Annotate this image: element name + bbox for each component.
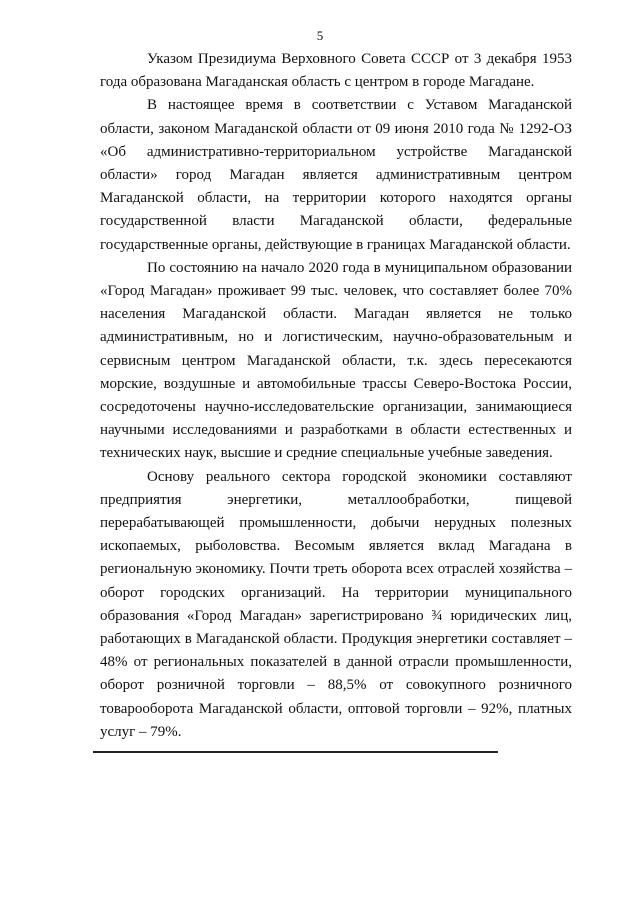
footer-divider <box>93 751 498 753</box>
page-number: 5 <box>316 28 324 43</box>
document-body <box>100 48 572 744</box>
paragraph-administrative-center: В настоящее время в соответствии с Уставом Магаданской области, законом Магаданской области от 09 июня 2010 года № 1292-ОЗ «Об административно-территориальном устройстве Магаданской области» город Магадан является административным центром Магаданской области, на территории которого находятся органы государственной власти Магаданской области, федеральные государственные органы, действующие в границах Магаданской области. <box>100 97 572 253</box>
paragraph-population: По состоянию на начало 2020 года в муниципальном образовании «Город Магадан» проживает 99 тыс. человек, что составляет более 70% населения Магаданской области. Магадан является не только административным, но и логистическим, научно-образовательным и сервисным центром Магаданской области, т.к. здесь пересекаются морские, воздушные и автомобильные трассы Северо-Востока России, сосредоточены научно-исследовательские организации, занимающиеся научными исследованиями и разработками в области естественных и технических наук, высшие и средние специальные учебные заведения. <box>100 259 572 462</box>
paragraph-economy: Основу реального сектора городской экономики составляют предприятия энергетики, металлообработки, пищевой перерабатывающей промышленности, добычи нерудных полезных ископаемых, рыболовства. Весомым является вклад Магадана в региональную экономику. Почти треть оборота всех отраслей хозяйства – оборот городских организаций. На территории муниципального образования «Город Магадан» зарегистрировано ¾ юридических лиц, работающих в Магаданской области. Продукция энергетики составляет – 48% от региональных показателей в данной отрасли промышленности, оборот розничной торговли – 88,5% от совокупного розничного товарооборота Магаданской области, оптовой торговли – 92%, платных услуг – 79%. <box>100 468 572 740</box>
paragraph-oblast-formation: Указом Президиума Верховного Совета СССР от 3 декабря 1953 года образована Магаданская область с центром в городе Магадане. <box>100 51 572 91</box>
